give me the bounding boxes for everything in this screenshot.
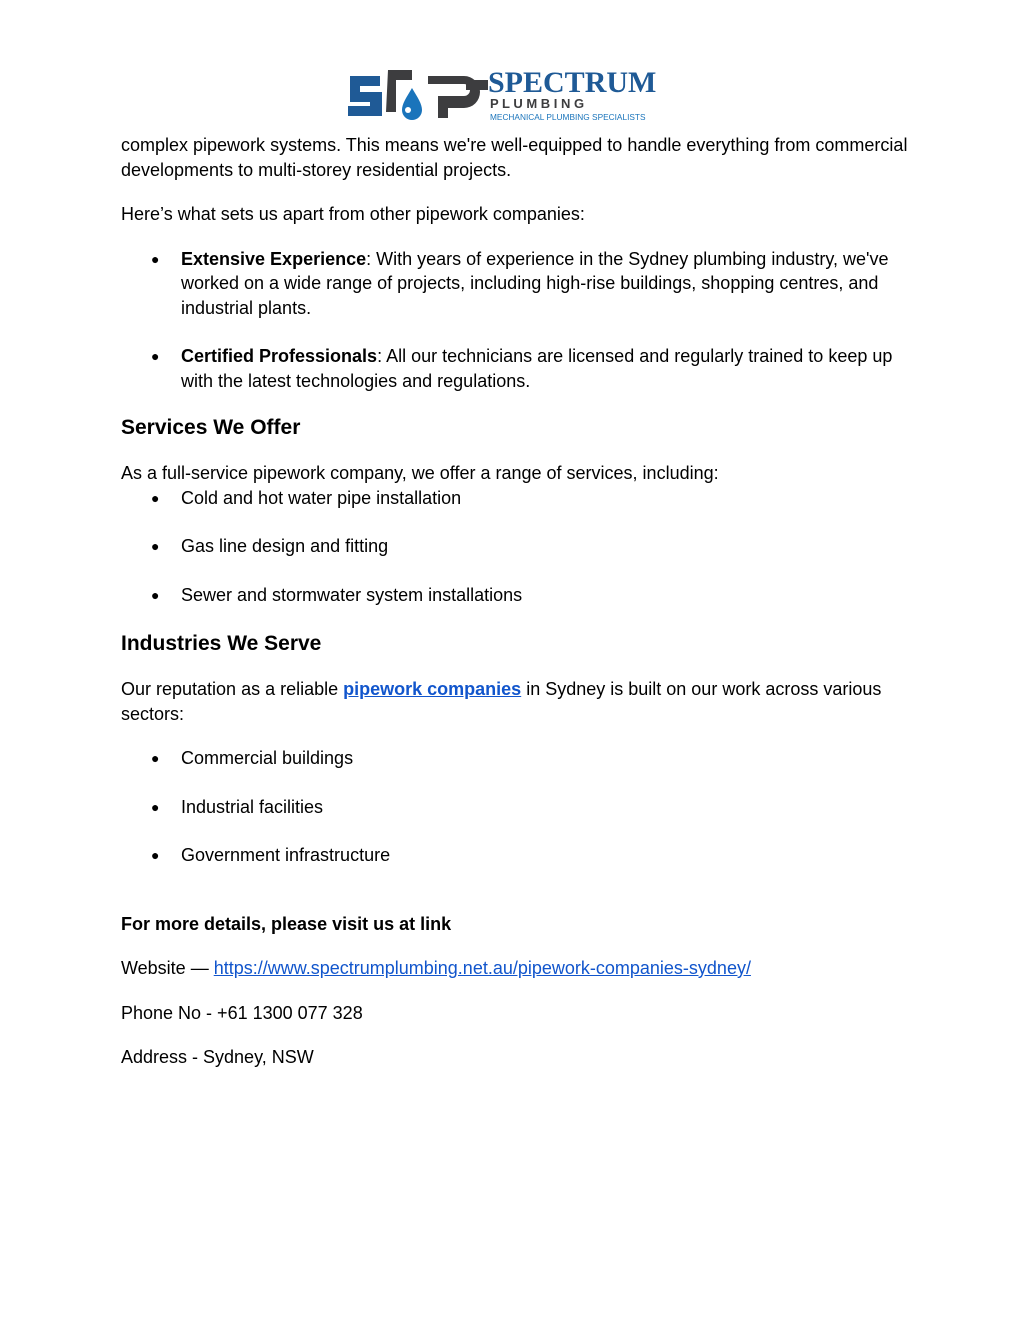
list-item bbox=[121, 795, 911, 820]
bullet-icon: ● bbox=[151, 750, 160, 766]
services-list bbox=[121, 486, 911, 608]
list-item bbox=[121, 486, 911, 511]
list-item bbox=[121, 534, 911, 559]
bullet-icon: ● bbox=[151, 250, 160, 267]
bullet-icon: ● bbox=[151, 489, 160, 506]
industry-label: Commercial buildings bbox=[181, 748, 354, 768]
industries-list bbox=[121, 746, 911, 868]
service-label: Cold and hot water pipe installation bbox=[181, 487, 462, 508]
bullet-icon: ● bbox=[151, 586, 160, 603]
service-label: Gas line design and fitting bbox=[181, 536, 389, 556]
list-item bbox=[121, 583, 911, 608]
logo-tagline-text: MECHANICAL PLUMBING SPECIALISTS bbox=[490, 112, 646, 122]
website-line bbox=[121, 956, 911, 981]
phone-line: Phone No - +61 1300 077 328 bbox=[121, 1002, 363, 1023]
website-link[interactable]: https://www.spectrumplumbing.net.au/pipework-companies-sydney/ bbox=[213, 958, 751, 978]
bullet-icon: ● bbox=[151, 847, 160, 863]
bullet-icon: ● bbox=[151, 798, 160, 815]
list-item bbox=[121, 247, 911, 321]
address-line: Address - Sydney, NSW bbox=[121, 1047, 314, 1067]
service-label: Sewer and stormwater system installations bbox=[181, 584, 523, 605]
features-list bbox=[121, 247, 911, 394]
spectrum-plumbing-logo bbox=[346, 66, 668, 124]
cta-text: For more details, please visit us at link bbox=[121, 913, 452, 934]
lead-paragraph: Here’s what sets us apart from other pipework companies: bbox=[121, 204, 585, 224]
industries-heading: Industries We Serve bbox=[121, 632, 322, 655]
intro-text: Our reputation as a reliable bbox=[121, 679, 344, 699]
feature-text: : With years of experience in the Sydney plumbing industry, we've worked on a wide range of projects, including high-rise buildings, shopping centres, and industrial plants. bbox=[181, 248, 889, 318]
services-heading: Services We Offer bbox=[121, 416, 301, 439]
intro-text: in Sydney is built on our work across various sectors: bbox=[121, 679, 882, 724]
industry-label: Industrial facilities bbox=[181, 796, 324, 817]
list-item bbox=[121, 746, 911, 771]
bullet-icon: ● bbox=[151, 348, 160, 364]
list-item bbox=[121, 344, 911, 393]
feature-text: : All our technicians are licensed and regularly trained to keep up with the latest technologies and regulations. bbox=[181, 346, 893, 391]
industries-intro bbox=[121, 677, 911, 726]
pipework-companies-link[interactable]: pipework companies bbox=[343, 679, 522, 699]
intro-paragraph: complex pipework systems. This means we're well-equipped to handle everything from commercial developments to multi-storey residential projects. bbox=[121, 135, 908, 180]
bullet-icon: ● bbox=[151, 538, 160, 554]
feature-title: Extensive Experience bbox=[181, 248, 367, 269]
industry-label: Government infrastructure bbox=[181, 845, 391, 865]
logo-sub-text: P L U M B I N G bbox=[490, 96, 585, 111]
feature-title: Certified Professionals bbox=[181, 346, 378, 366]
document-body bbox=[121, 133, 911, 1090]
services-intro: As a full-service pipework company, we offer a range of services, including: bbox=[121, 463, 719, 483]
logo-brand-text: SPECTRUM bbox=[488, 66, 657, 99]
website-label: Website — bbox=[121, 958, 214, 978]
list-item bbox=[121, 843, 911, 868]
logo-mark-icon bbox=[346, 66, 668, 124]
